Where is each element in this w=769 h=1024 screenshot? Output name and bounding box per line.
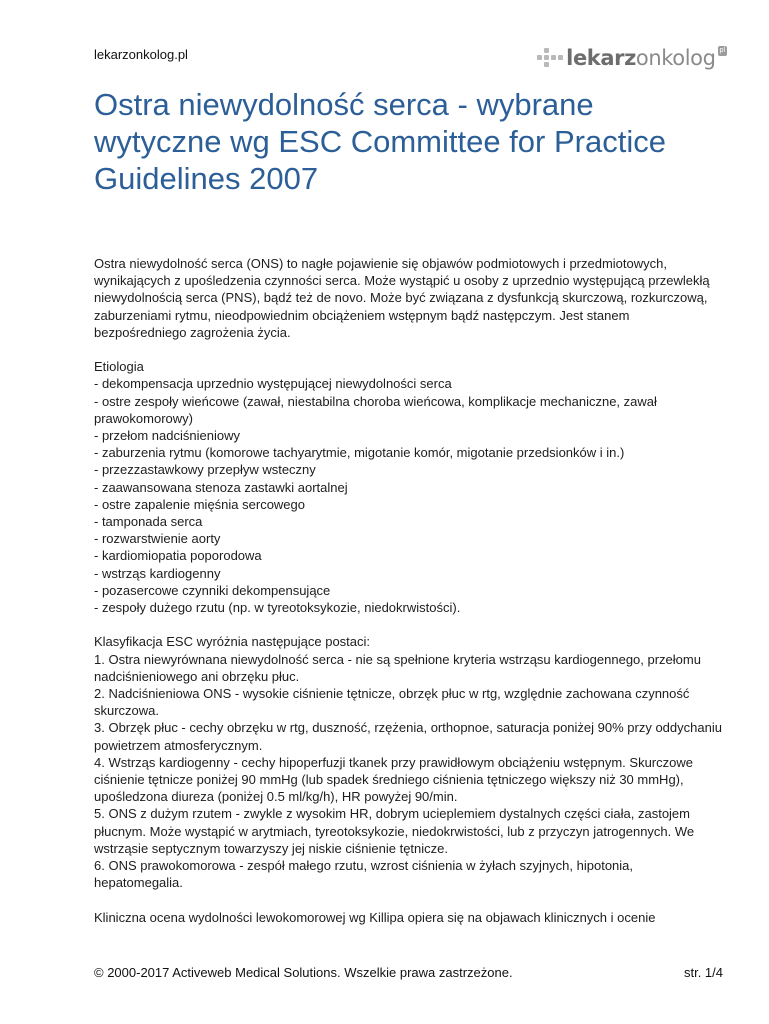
site-url: lekarzonkolog.pl (94, 47, 188, 62)
classification-item: 6. ONS prawokomorowa - zespół małego rzutu, wzrost ciśnienia w żyłach szyjnych, hipotonia, hepatomegalia. (94, 858, 634, 891)
classification-item: 4. Wstrząs kardiogenny - cechy hipoperfuzji tkanek przy prawidłowym obciążeniu wstępnym. Skurczowe ciśnienie tętnicze poniżej 90 mmHg (lub spadek średniego ciśnienia tętniczego większy niż 30 mmHg), upośledzona diureza (poniżej 0.5 ml/kg/h), HR powyżej 90/min. (94, 754, 693, 805)
logo-dots-icon (537, 48, 563, 68)
classification-item: 1. Ostra niewyrównana niewydolność serca - nie są spełnione kryteria wstrząsu kardiogennego, przełomu nadciśnieniowego ani obrzęku płuc. (94, 651, 701, 684)
etiology-item: - zaawansowana stenoza zastawki aortalnej (94, 479, 348, 495)
article-body (94, 255, 724, 943)
etiology-item: - rozwarstwienie aorty (94, 531, 221, 547)
page-title: Ostra niewydolność serca - wybrane wytyczne wg ESC Committee for Practice Guidelines 2007 (94, 87, 666, 196)
logo-pl-badge: pl (719, 47, 725, 54)
logo-text (566, 45, 716, 70)
etiology-item: - pozasercowe czynniki dekompensujące (94, 582, 331, 598)
etiology-item: - dekompensacja uprzednio występującej niewydolności serca (94, 376, 452, 392)
classification-item: 5. ONS z dużym rzutem - zwykle z wysokim HR, dobrym ucieplemiem dystalnych części ciała, zastojem płucnym. Może wystąpić w arytmiach, tyreotoksykozie, niedokrwistości, lub z przyczyn jatrogennych. We wstrząsie septycznym towarzyszy jej niskie ciśnienie tętnicze. (94, 806, 695, 856)
classification-item: 3. Obrzęk płuc - cechy obrzęku w rtg, duszność, rzężenia, orthopnoe, saturacja poniżej 90% przy oddychaniu powietrzem atmosferycznym. (94, 720, 722, 753)
etiology-item: - ostre zapalenie mięśnia sercowego (94, 496, 305, 512)
etiology-item: - zespoły dużego rzutu (np. w tyreotoksykozie, niedokrwistości). (94, 600, 461, 616)
etiology-item: - tamponada serca (94, 514, 203, 530)
logo-text-bold: lekarz (566, 45, 636, 70)
etiology-item: - ostre zespoły wieńcowe (zawał, niestabilna choroba wieńcowa, komplikacje mechaniczne, zawał prawokomorowy) (94, 393, 657, 426)
etiology-item: - przezzastawkowy przepływ wsteczny (94, 462, 316, 478)
killip-paragraph: Kliniczna ocena wydolności lewokomorowej wg Killipa opiera się na objawach klinicznych i ocenie (94, 909, 656, 925)
etiology-heading: Etiologia (94, 359, 144, 375)
classification-section (94, 633, 724, 891)
intro-paragraph: Ostra niewydolność serca (ONS) to nagłe pojawienie się objawów podmiotowych i przedmiotowych, wynikających z upośledzenia czynności serca. Może wystąpić u osoby z uprzednio występującą przewlekłą niewydolnością serca (PNS), bądź też de novo. Może być związana z dysfunkcją skurczową, rozkurczową, zaburzeniami rytmu, nieodpowiednim obciążeniem wstępnym bądź następczym. Jest stanem bezpośredniego zagrożenia życia. (94, 256, 710, 340)
etiology-item: - wstrząs kardiogenny (94, 565, 221, 581)
classification-heading: Klasyfikacja ESC wyróżnia następujące postaci: (94, 634, 371, 650)
logo-text-light: onkolog (635, 45, 716, 70)
etiology-item: - przełom nadciśnieniowy (94, 428, 240, 444)
etiology-item: - zaburzenia rytmu (komorowe tachyarytmie, migotanie komór, migotanie przedsionków i in.) (94, 445, 625, 461)
footer-page-number: str. 1/4 (683, 965, 723, 980)
site-logo[interactable] (537, 43, 727, 73)
etiology-section (94, 358, 724, 616)
etiology-item: - kardiomiopatia poporodowa (94, 548, 262, 564)
classification-item: 2. Nadciśnieniowa ONS - wysokie ciśnienie tętnicze, obrzęk płuc w rtg, względnie zachowana czynność skurczowa. (94, 686, 690, 719)
footer-copyright: © 2000-2017 Activeweb Medical Solutions. Wszelkie prawa zastrzeżone. (94, 965, 513, 980)
